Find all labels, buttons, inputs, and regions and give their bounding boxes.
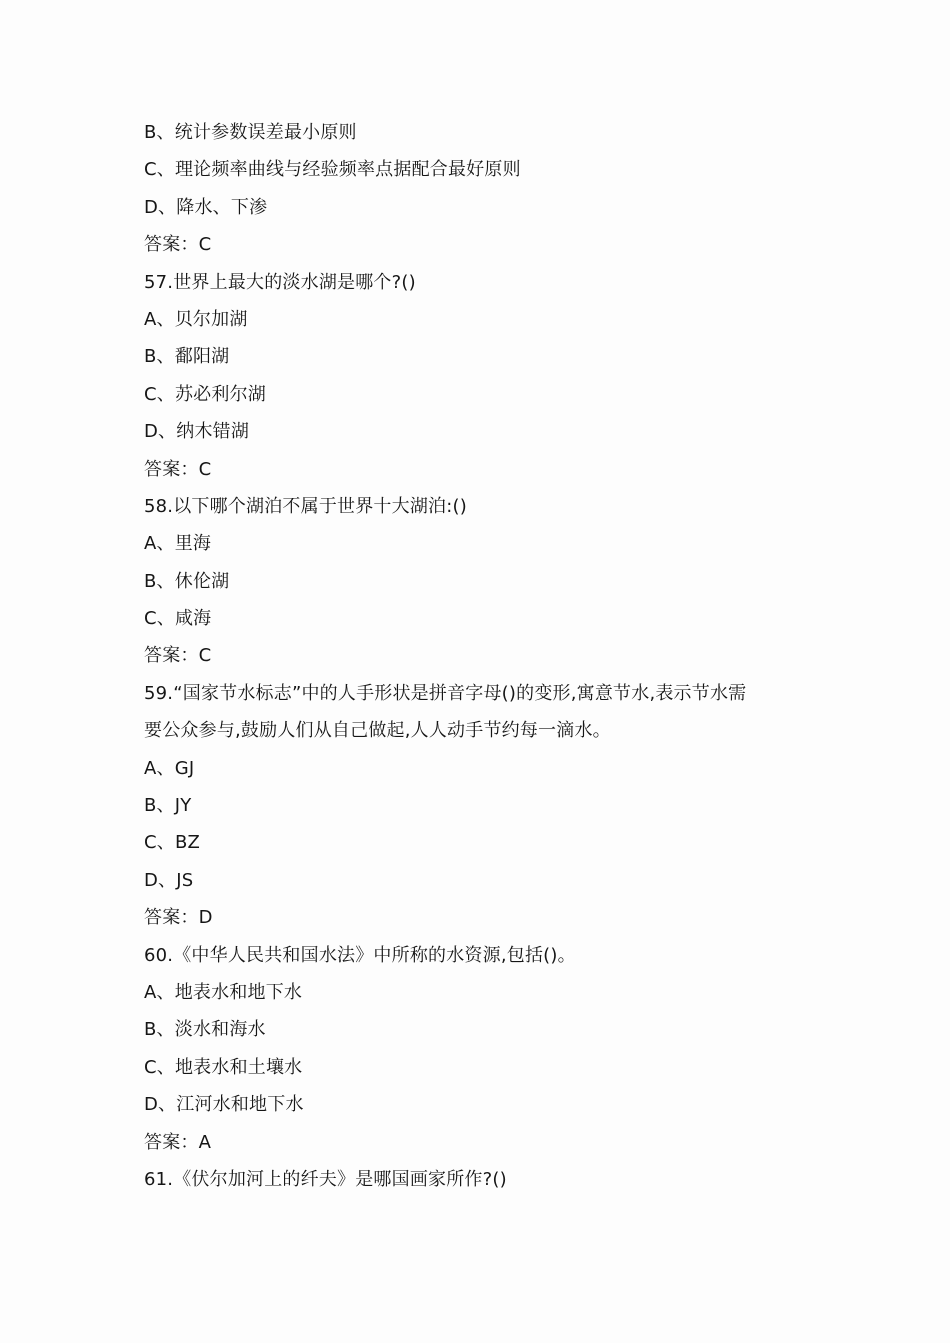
option-line: A、地表水和地下水 — [144, 981, 303, 1003]
answer-line: 答案：D — [144, 907, 213, 929]
option-line: B、休伦湖 — [144, 570, 230, 592]
option-line: D、JS — [144, 869, 194, 891]
option-line: D、江河水和地下水 — [144, 1094, 304, 1116]
answer-line: 答案：C — [144, 458, 212, 480]
option-line: C、苏必利尔湖 — [144, 383, 266, 405]
answer-line: 答案：A — [144, 1131, 212, 1153]
option-line: B、统计参数误差最小原则 — [144, 122, 357, 143]
option-line: A、贝尔加湖 — [144, 308, 248, 330]
answer-line: 答案：C — [144, 234, 212, 256]
option-line: B、淡水和海水 — [144, 1019, 266, 1041]
option-line: A、GJ — [144, 757, 195, 779]
question-line-continued: 要公众参与,鼓励人们从自己做起,人人动手节约每一滴水。 — [144, 720, 611, 742]
question-line: 58.以下哪个湖泊不属于世界十大湖泊:() — [144, 495, 467, 517]
document-body — [144, 114, 824, 1198]
option-line: C、咸海 — [144, 608, 212, 630]
question-line: 59.“国家节水标志”中的人手形状是拼音字母()的变形,寓意节水,表示节水需 — [144, 682, 747, 704]
option-line: A、里海 — [144, 533, 212, 555]
question-line: 57.世界上最大的淡水湖是哪个?() — [144, 271, 416, 293]
option-line: C、地表水和土壤水 — [144, 1056, 303, 1078]
option-line: D、降水、下渗 — [144, 196, 268, 218]
option-line: B、鄱阳湖 — [144, 346, 230, 368]
option-line: C、BZ — [144, 832, 201, 854]
option-line: B、JY — [144, 795, 192, 817]
question-line: 60.《中华人民共和国水法》中所称的水资源,包括()。 — [144, 944, 576, 966]
answer-line: 答案：C — [144, 645, 212, 667]
option-line: D、纳木错湖 — [144, 421, 250, 443]
question-line: 61.《伏尔加河上的纤夫》是哪国画家所作?() — [144, 1168, 507, 1190]
option-line: C、理论频率曲线与经验频率点据配合最好原则 — [144, 159, 521, 181]
